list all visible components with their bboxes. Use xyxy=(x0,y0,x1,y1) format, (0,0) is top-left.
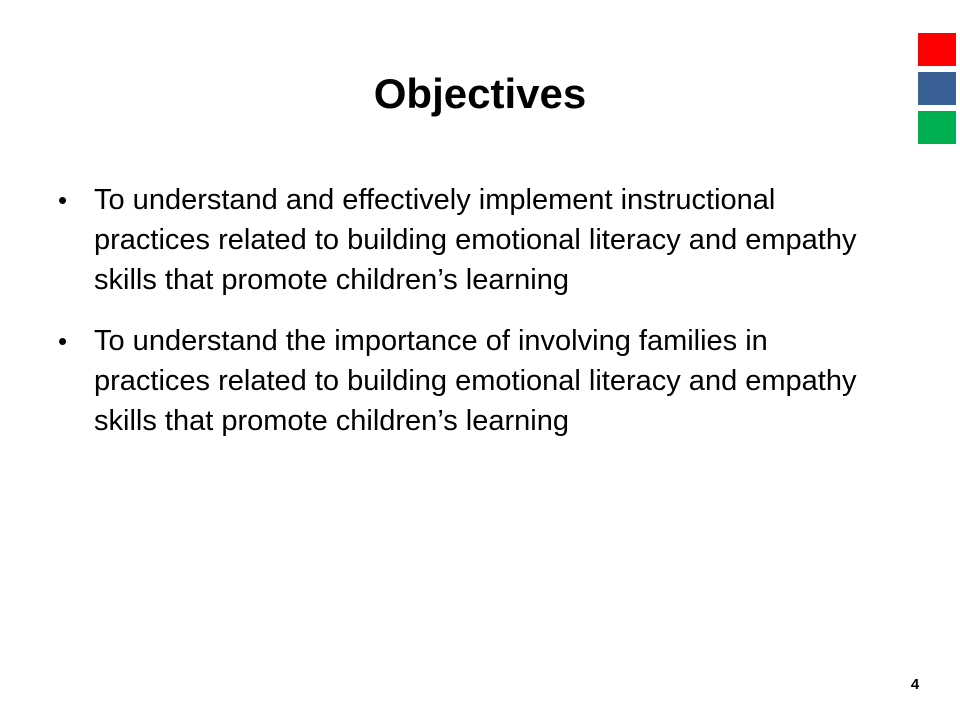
green-square xyxy=(918,111,956,144)
bullet-text: To understand the importance of involving families in practices related to building emotional literacy and empathy skills that promote children’s learning xyxy=(94,325,857,437)
page-number: 4 xyxy=(910,676,920,693)
bullet-item xyxy=(58,180,858,300)
accent-squares xyxy=(918,33,956,150)
bullet-list xyxy=(58,180,858,462)
bullet-text: To understand and effectively implement instructional practices related to building emotional literacy and empathy skills that promote children’s learning xyxy=(94,184,857,296)
bullet-icon: • xyxy=(58,326,68,356)
bullet-icon: • xyxy=(58,185,68,215)
bullet-item xyxy=(58,321,858,441)
slide-title: Objectives xyxy=(373,70,587,117)
red-square xyxy=(918,33,956,66)
blue-square xyxy=(918,72,956,105)
